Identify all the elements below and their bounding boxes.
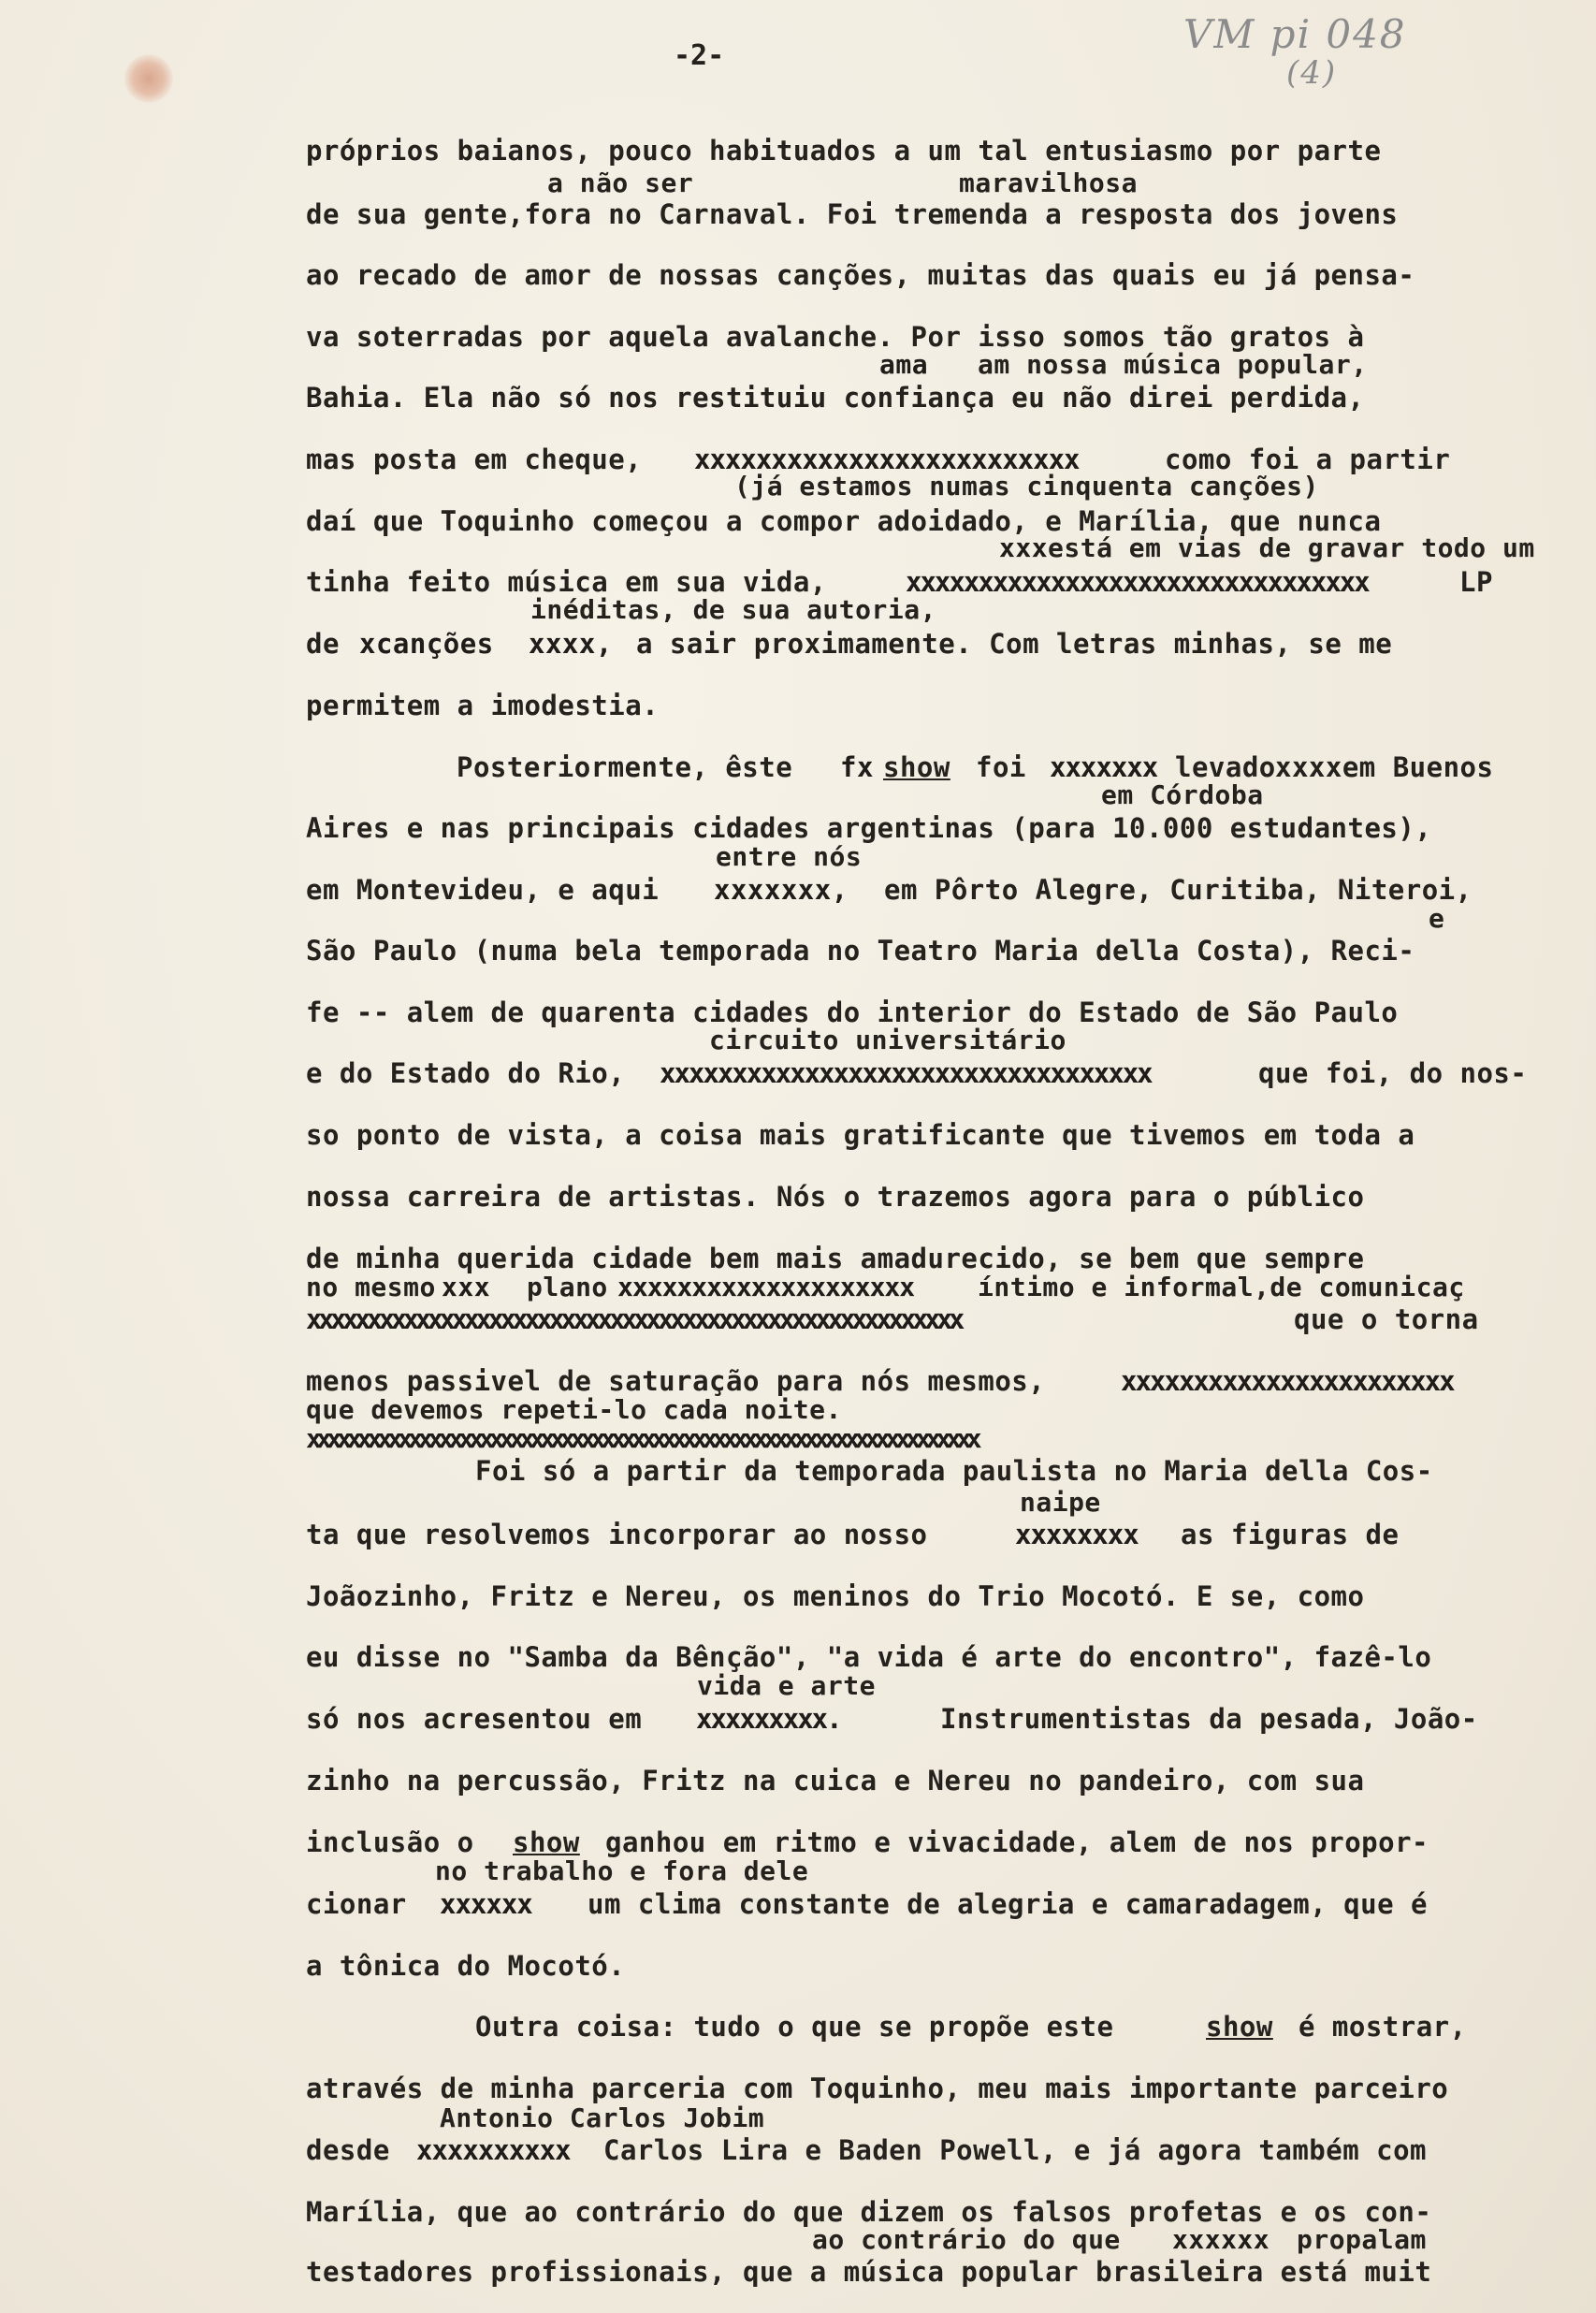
insertion: (já estamos numas cinquenta canções)	[734, 471, 1319, 502]
insertion: no mesmo	[306, 1272, 436, 1302]
text-line: Carlos Lira e Baden Powell, e já agora também com	[603, 2134, 1428, 2166]
text-line: e do Estado do Rio,	[306, 1057, 626, 1089]
strikeout: xxxxxxxx	[1015, 1519, 1139, 1550]
strikeout: fx	[840, 751, 874, 783]
insertion: em Córdoba	[1101, 779, 1264, 810]
text-line: show	[883, 751, 950, 783]
strikeout: ama	[879, 349, 929, 380]
text-line: permitem a imodestia.	[306, 690, 660, 721]
text-line: eu disse no "Samba da Bênção", "a vida é arte do encontro", fazê-lo	[306, 1641, 1432, 1673]
strikeout: xxxxxxxxxx	[416, 2134, 571, 2166]
page-number: -2-	[674, 39, 725, 72]
strikeout: xxxxxx	[440, 1888, 532, 1920]
archive-note-sub: (4)	[1286, 54, 1338, 92]
text-line: em Montevideu, e aqui	[306, 874, 660, 906]
insertion: a não ser	[547, 167, 694, 198]
insertion: e	[1429, 903, 1445, 934]
strikeout: xxxxxxxxxxxxxxxxxxxxxxx	[1121, 1365, 1454, 1397]
text-line: foi	[976, 751, 1026, 783]
text-line: de	[306, 628, 340, 660]
text-line: é mostrar,	[1299, 2011, 1467, 2043]
text-line: ganhou em ritmo e vivacidade, alem de nos propor-	[605, 1826, 1429, 1858]
insertion: naipe	[1020, 1487, 1101, 1518]
text-line: LP	[1459, 566, 1493, 598]
insertion: maravilhosa	[959, 167, 1138, 198]
text-line: de minha querida cidade bem mais amadurecido, se bem que sempre	[306, 1243, 1365, 1274]
text-line: Instrumentistas da pesada, João-	[940, 1703, 1478, 1735]
text-line: em Pôrto Alegre, Curitiba, Niteroi,	[884, 874, 1473, 906]
text-line: Foi só a partir da temporada paulista no Maria della Cos-	[475, 1455, 1433, 1487]
text-line: fe -- alem de quarenta cidades do interior do Estado de São Paulo	[306, 996, 1399, 1028]
insertion: am nossa música popular,	[978, 349, 1368, 380]
text-line: daí que Toquinho começou a compor adoidado, e Marília, que nunca	[306, 505, 1382, 537]
text-line: cionar	[306, 1888, 407, 1920]
text-line: ao recado de amor de nossas canções, muitas das quais eu já pensa-	[306, 259, 1415, 291]
insertion: está em vias de gravar todo um	[1048, 532, 1535, 563]
strikeout: xxxxxx	[1172, 2224, 1270, 2255]
text-line: so ponto de vista, a coisa mais gratificante que tivemos em toda a	[306, 1119, 1415, 1151]
strikeout: xxxxxxxxxxxxxxxxxxxxxxxxxxxxxxxxxxxxxxxxxxxxxxxxxxxxxx	[306, 1303, 961, 1335]
insertion: ao contrário do que	[812, 2224, 1121, 2255]
insertion: íntimo e informal,de comunicaç	[978, 1272, 1465, 1302]
text-line: de sua gente,fora no Carnaval. Foi tremenda a resposta dos jovens	[306, 198, 1399, 230]
text-line: testadores profissionais, que a música popular brasileira está muit	[306, 2256, 1432, 2288]
text-line: a sair proximamente. Com letras minhas, se me	[636, 628, 1393, 660]
strikeout: xcanções	[359, 628, 494, 660]
strikeout: xxx	[442, 1272, 491, 1302]
insertion: inéditas, de sua autoria,	[530, 594, 936, 625]
text-line: show	[513, 1826, 580, 1858]
strikeout: xxxxxxxxx.	[696, 1703, 841, 1735]
text-line: as figuras de	[1181, 1519, 1400, 1550]
text-line: tinha feito música em sua vida,	[306, 566, 827, 598]
text-line: próprios baianos, pouco habituados a um tal entusiasmo por parte	[306, 135, 1382, 167]
strikeout: xxxxxxxxxxxxxxxxxxxxxxxxxxxxxxxx	[906, 566, 1369, 598]
text-line: zinho na percussão, Fritz na cuica e Nereu no pandeiro, com sua	[306, 1765, 1365, 1797]
insertion: no trabalho e fora dele	[435, 1855, 809, 1886]
text-line: Aires e nas principais cidades argentinas (para 10.000 estudantes),	[306, 812, 1432, 844]
text-line: Joãozinho, Fritz e Nereu, os meninos do Trio Mocotó. E se, como	[306, 1580, 1365, 1612]
text-line: a tônica do Mocotó.	[306, 1950, 626, 1982]
strikeout: xxxxxxxxxxxxxxxxxxxxxxxxxxxxxxxxxx	[660, 1057, 1152, 1089]
text-line: um clima constante de alegria e camaradagem, que é	[588, 1888, 1428, 1920]
insertion: entre nós	[716, 841, 863, 872]
insertion: circuito universitário	[709, 1025, 1066, 1055]
text-line: como foi a partir	[1165, 444, 1451, 475]
text-line: desde	[306, 2134, 390, 2166]
text-line: Posteriormente, êste	[457, 751, 793, 783]
text-line: Outra coisa: tudo o que se propõe este	[475, 2011, 1114, 2043]
strikeout: xxxx,	[529, 628, 613, 660]
text-line: através de minha parceria com Toquinho, meu mais importante parceiro	[306, 2073, 1449, 2104]
insertion: propalam	[1297, 2224, 1427, 2255]
insertion: que devemos repeti-lo cada noite.	[306, 1394, 842, 1425]
strikeout: xxxxxxxxxxxxxxxxxxxxxxxxx	[694, 444, 1080, 475]
text-line: va soterradas por aquela avalanche. Por isso somos tão gratos à	[306, 321, 1365, 353]
insertion: Antonio Carlos Jobim	[440, 2102, 765, 2133]
text-line: nossa carreira de artistas. Nós o trazemos agora para o público	[306, 1181, 1365, 1213]
text-line: ta que resolvemos incorporar ao nosso	[306, 1519, 928, 1550]
insertion: plano	[527, 1272, 608, 1302]
text-line: que foi, do nos-	[1258, 1057, 1528, 1089]
text-line: show	[1206, 2011, 1273, 2043]
text-line: inclusão o	[306, 1826, 474, 1858]
archive-note-code: VM pi 048	[1183, 11, 1407, 57]
strikeout: xxx	[999, 532, 1049, 563]
insertion: vida e arte	[697, 1670, 876, 1701]
text-line: São Paulo (numa bela temporada no Teatro Maria della Costa), Reci-	[306, 935, 1415, 967]
strikeout: xxxxxxxxxxxxxxxxxxxx	[617, 1272, 915, 1302]
text-line: xxxxem Buenos	[1275, 751, 1494, 783]
text-line: levado	[1175, 751, 1276, 783]
paper-stain	[124, 54, 173, 103]
text-line: Bahia. Ela não só nos restituiu confiança eu não direi perdida,	[306, 382, 1365, 414]
text-line: menos passivel de saturação para nós mesmos,	[306, 1365, 1046, 1397]
text-line: que o torna	[1294, 1303, 1479, 1335]
text-line: Marília, que ao contrário do que dizem os falsos profetas e os con-	[306, 2196, 1432, 2228]
text-line: mas posta em cheque,	[306, 444, 643, 475]
text-line: só nos acresentou em	[306, 1703, 643, 1735]
strikeout: xxxxxxx	[1050, 751, 1158, 783]
strikeout: xxxxxxxxxxxxxxxxxxxxxxxxxxxxxxxxxxxxxxxxxxxxxxxxxxxxxxxxxxxxxxxxxx	[306, 1423, 977, 1454]
strikeout: xxxxxxx,	[714, 874, 849, 906]
